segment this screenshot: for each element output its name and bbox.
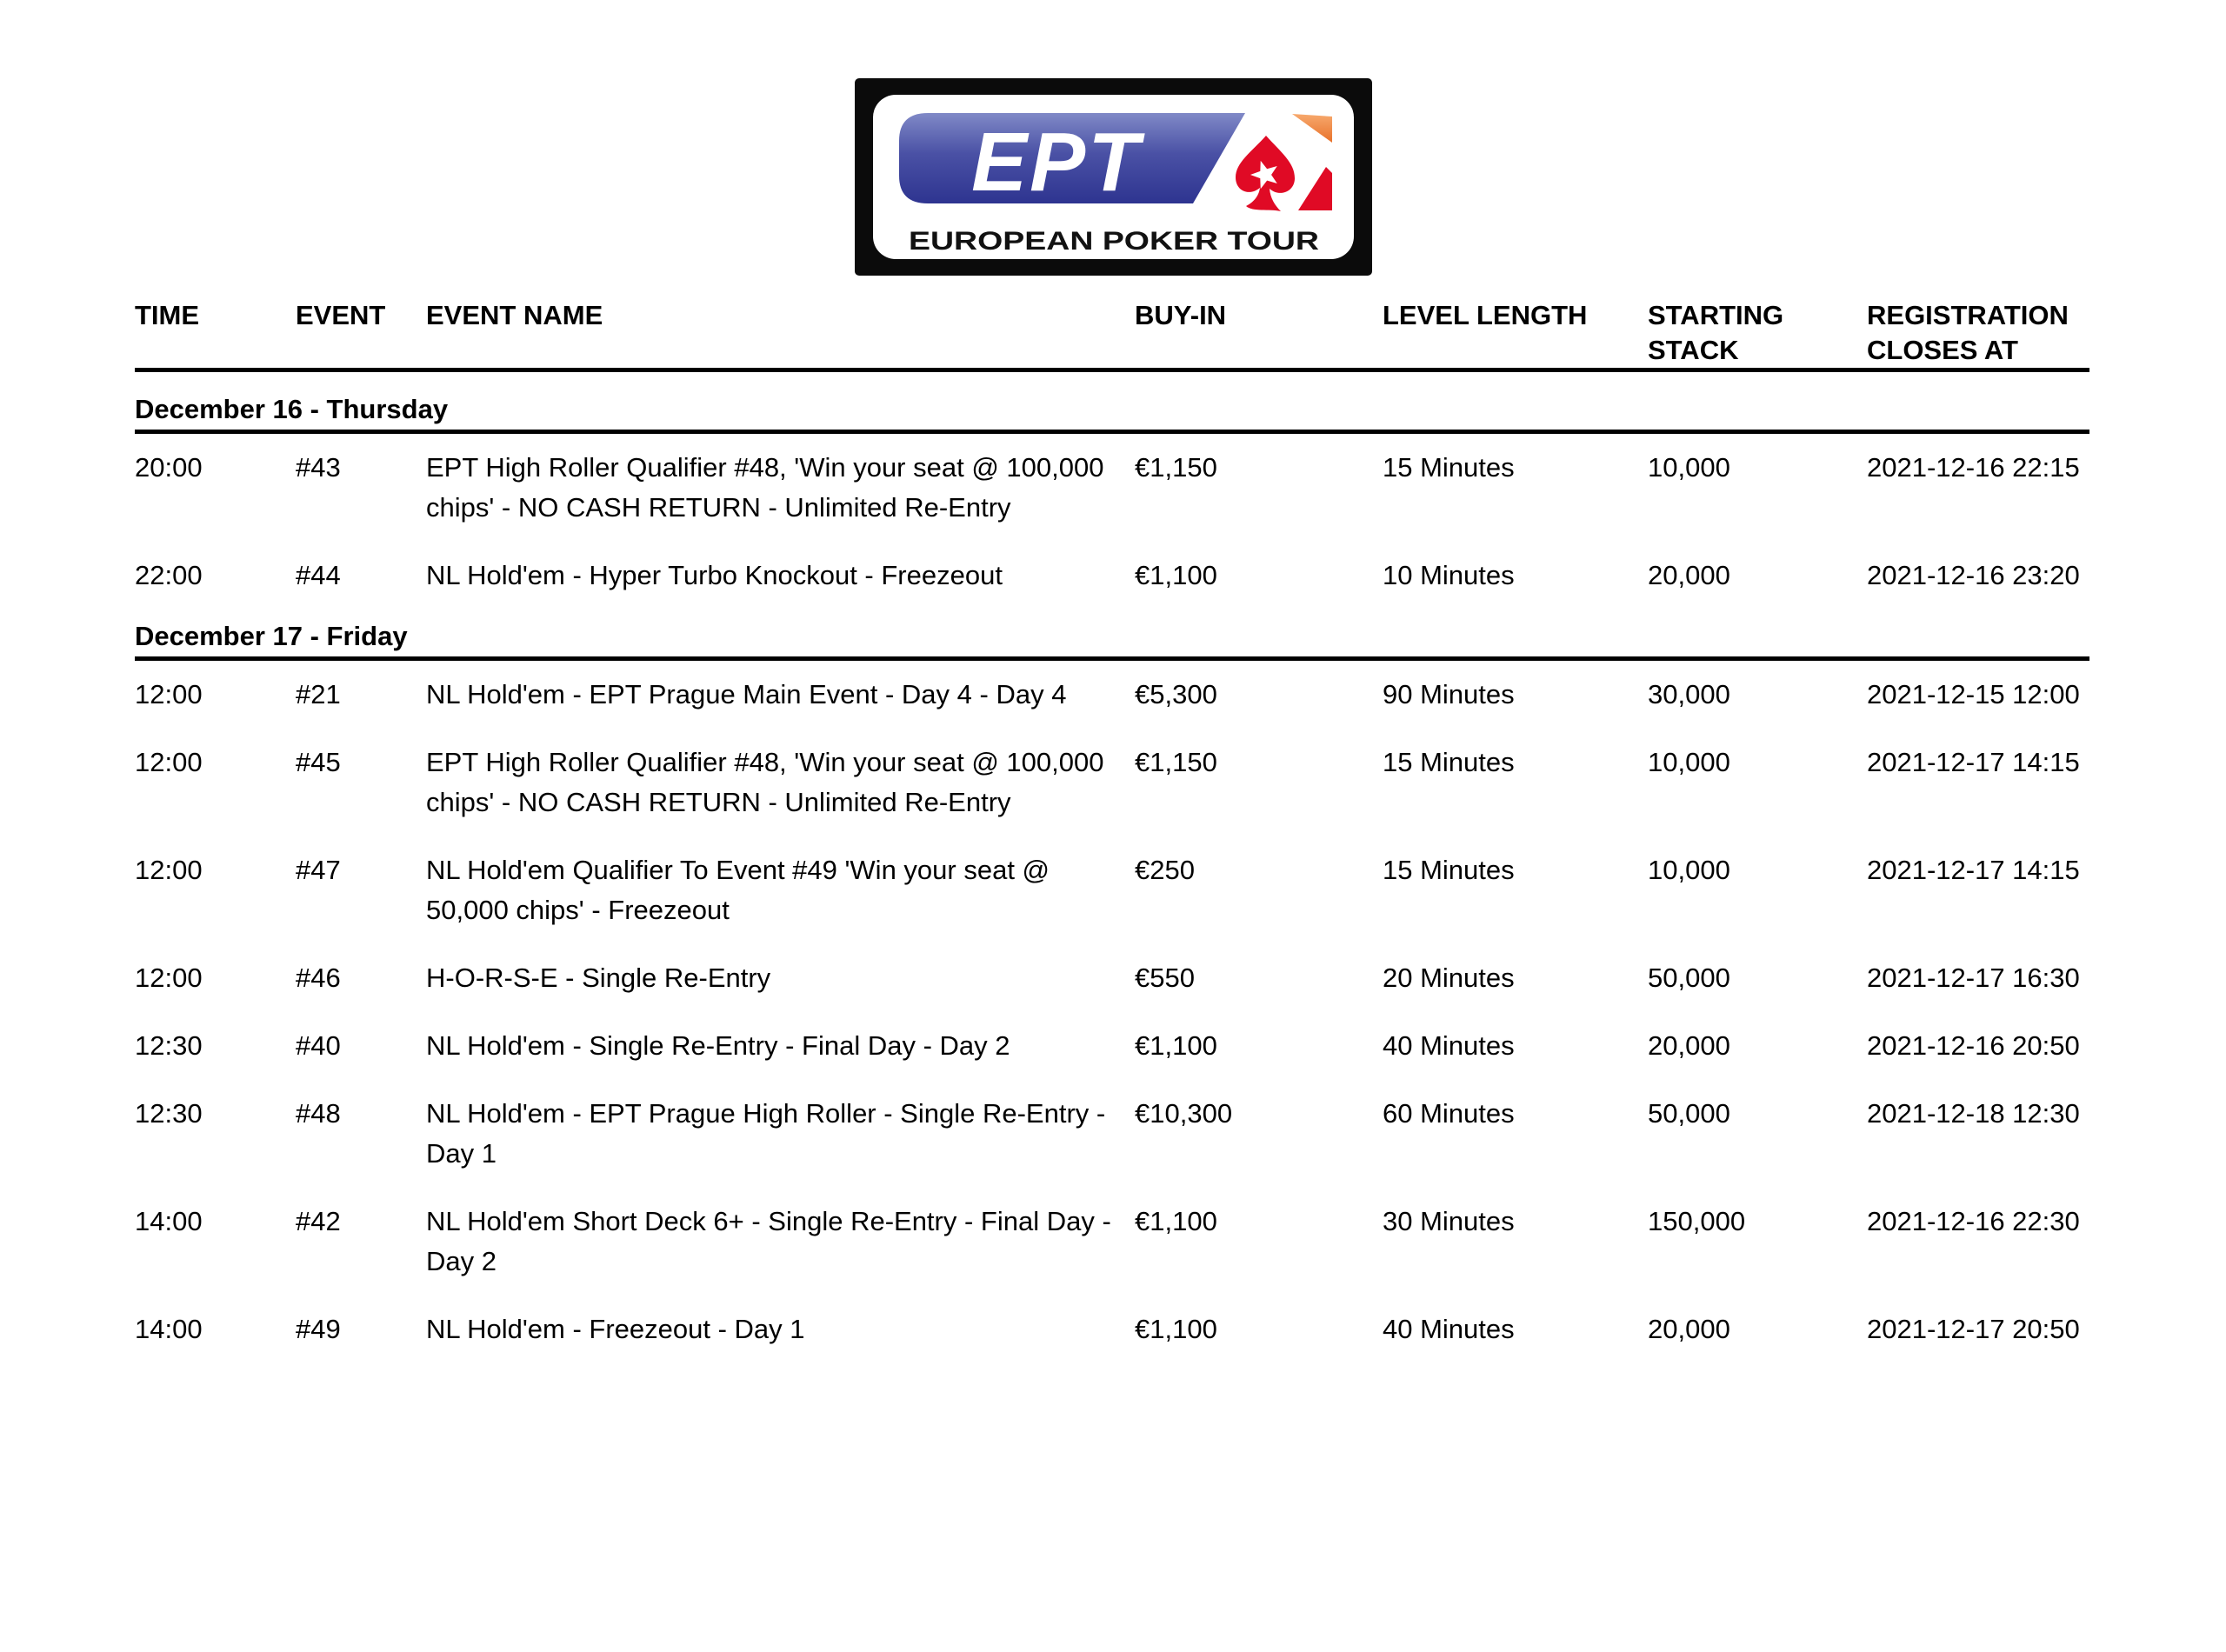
date-section — [135, 610, 2089, 1363]
cell-registration-closes: 2021-12-16 22:30 — [1867, 1206, 2080, 1236]
cell-registration-closes: 2021-12-17 14:15 — [1867, 855, 2080, 885]
cell-starting-stack: 20,000 — [1648, 560, 1730, 590]
cell-event: #44 — [296, 560, 341, 590]
cell-event-name: NL Hold'em Qualifier To Event #49 'Win your seat @ 50,000 chips' - Freezeout — [426, 855, 1050, 925]
date-section-header: December 16 - Thursday — [135, 372, 2089, 434]
cell-time: 12:30 — [135, 1030, 203, 1061]
cell-event: #47 — [296, 855, 341, 885]
cell-event-name: NL Hold'em - EPT Prague Main Event - Day 4 - Day 4 — [426, 679, 1067, 709]
cell-level-length: 90 Minutes — [1383, 679, 1515, 709]
cell-registration-closes: 2021-12-17 14:15 — [1867, 747, 2080, 777]
cell-starting-stack: 30,000 — [1648, 679, 1730, 709]
ept-logo-graphic — [855, 78, 1372, 276]
table-row — [135, 836, 2089, 944]
cell-buy-in: €10,300 — [1135, 1098, 1233, 1129]
ept-logo-text: EPT — [970, 116, 1142, 209]
cell-event-name: NL Hold'em Short Deck 6+ - Single Re-Entry - Final Day - Day 2 — [426, 1206, 1111, 1276]
column-header-event-name: EVENT NAME — [426, 300, 603, 330]
cell-time: 14:00 — [135, 1314, 203, 1344]
cell-event: #48 — [296, 1098, 341, 1129]
ept-logo — [855, 78, 1372, 276]
cell-level-length: 15 Minutes — [1383, 747, 1515, 777]
cell-level-length: 30 Minutes — [1383, 1206, 1515, 1236]
table-row — [135, 661, 2089, 729]
cell-registration-closes: 2021-12-16 23:20 — [1867, 560, 2080, 590]
cell-event: #45 — [296, 747, 341, 777]
cell-starting-stack: 150,000 — [1648, 1206, 1746, 1236]
cell-event: #40 — [296, 1030, 341, 1061]
date-section — [135, 372, 2089, 610]
cell-event-name: EPT High Roller Qualifier #48, 'Win your seat @ 100,000 chips' - NO CASH RETURN - Unlimited Re-Entry — [426, 747, 1104, 817]
cell-time: 14:00 — [135, 1206, 203, 1236]
column-header-registration-closes: REGISTRATION CLOSES AT — [1867, 300, 2069, 365]
table-row — [135, 542, 2089, 610]
cell-starting-stack: 10,000 — [1648, 747, 1730, 777]
cell-time: 20:00 — [135, 452, 203, 483]
column-header-level-length: LEVEL LENGTH — [1383, 300, 1588, 330]
cell-event: #21 — [296, 679, 341, 709]
table-row — [135, 1012, 2089, 1080]
column-header-event: EVENT — [296, 300, 386, 330]
table-row — [135, 1080, 2089, 1188]
cell-level-length: 15 Minutes — [1383, 855, 1515, 885]
cell-buy-in: €1,100 — [1135, 1030, 1217, 1061]
cell-time: 12:00 — [135, 679, 203, 709]
ept-logo-tagline: EUROPEAN POKER TOUR — [908, 227, 1319, 256]
schedule-page — [0, 78, 2226, 1652]
schedule-table — [135, 298, 2089, 1363]
date-section-header: December 17 - Friday — [135, 610, 2089, 661]
cell-buy-in: €1,150 — [1135, 452, 1217, 483]
table-body — [135, 372, 2089, 1363]
cell-event: #43 — [296, 452, 341, 483]
cell-event-name: H-O-R-S-E - Single Re-Entry — [426, 963, 771, 993]
cell-starting-stack: 50,000 — [1648, 1098, 1730, 1129]
cell-registration-closes: 2021-12-18 12:30 — [1867, 1098, 2080, 1129]
table-header-row — [135, 298, 2089, 372]
section-rows — [135, 434, 2089, 610]
cell-time: 12:00 — [135, 855, 203, 885]
cell-level-length: 60 Minutes — [1383, 1098, 1515, 1129]
cell-time: 22:00 — [135, 560, 203, 590]
cell-level-length: 20 Minutes — [1383, 963, 1515, 993]
cell-event: #49 — [296, 1314, 341, 1344]
cell-registration-closes: 2021-12-17 20:50 — [1867, 1314, 2080, 1344]
cell-event-name: NL Hold'em - Freezeout - Day 1 — [426, 1314, 805, 1344]
cell-level-length: 40 Minutes — [1383, 1314, 1515, 1344]
cell-level-length: 40 Minutes — [1383, 1030, 1515, 1061]
cell-registration-closes: 2021-12-16 20:50 — [1867, 1030, 2080, 1061]
cell-buy-in: €1,100 — [1135, 1206, 1217, 1236]
column-header-time: TIME — [135, 300, 200, 330]
cell-buy-in: €550 — [1135, 963, 1195, 993]
column-header-starting-stack: STARTING STACK — [1648, 300, 1784, 365]
cell-starting-stack: 10,000 — [1648, 452, 1730, 483]
cell-buy-in: €5,300 — [1135, 679, 1217, 709]
cell-level-length: 10 Minutes — [1383, 560, 1515, 590]
cell-registration-closes: 2021-12-15 12:00 — [1867, 679, 2080, 709]
cell-starting-stack: 20,000 — [1648, 1314, 1730, 1344]
cell-buy-in: €1,100 — [1135, 1314, 1217, 1344]
section-rows — [135, 661, 2089, 1363]
table-row — [135, 729, 2089, 836]
cell-event: #46 — [296, 963, 341, 993]
cell-event-name: NL Hold'em - EPT Prague High Roller - Single Re-Entry - Day 1 — [426, 1098, 1106, 1169]
cell-starting-stack: 10,000 — [1648, 855, 1730, 885]
cell-registration-closes: 2021-12-16 22:15 — [1867, 452, 2080, 483]
cell-buy-in: €1,100 — [1135, 560, 1217, 590]
column-header-buy-in: BUY-IN — [1135, 300, 1227, 330]
cell-event-name: NL Hold'em - Hyper Turbo Knockout - Freezeout — [426, 560, 1003, 590]
cell-buy-in: €250 — [1135, 855, 1195, 885]
cell-event-name: NL Hold'em - Single Re-Entry - Final Day - Day 2 — [426, 1030, 1010, 1061]
table-row — [135, 1188, 2089, 1296]
cell-time: 12:00 — [135, 747, 203, 777]
cell-buy-in: €1,150 — [1135, 747, 1217, 777]
table-row — [135, 1296, 2089, 1363]
cell-registration-closes: 2021-12-17 16:30 — [1867, 963, 2080, 993]
cell-starting-stack: 20,000 — [1648, 1030, 1730, 1061]
cell-level-length: 15 Minutes — [1383, 452, 1515, 483]
cell-starting-stack: 50,000 — [1648, 963, 1730, 993]
cell-time: 12:30 — [135, 1098, 203, 1129]
cell-time: 12:00 — [135, 963, 203, 993]
table-row — [135, 944, 2089, 1012]
table-row — [135, 434, 2089, 542]
cell-event: #42 — [296, 1206, 341, 1236]
cell-event-name: EPT High Roller Qualifier #48, 'Win your seat @ 100,000 chips' - NO CASH RETURN - Unlimited Re-Entry — [426, 452, 1104, 523]
